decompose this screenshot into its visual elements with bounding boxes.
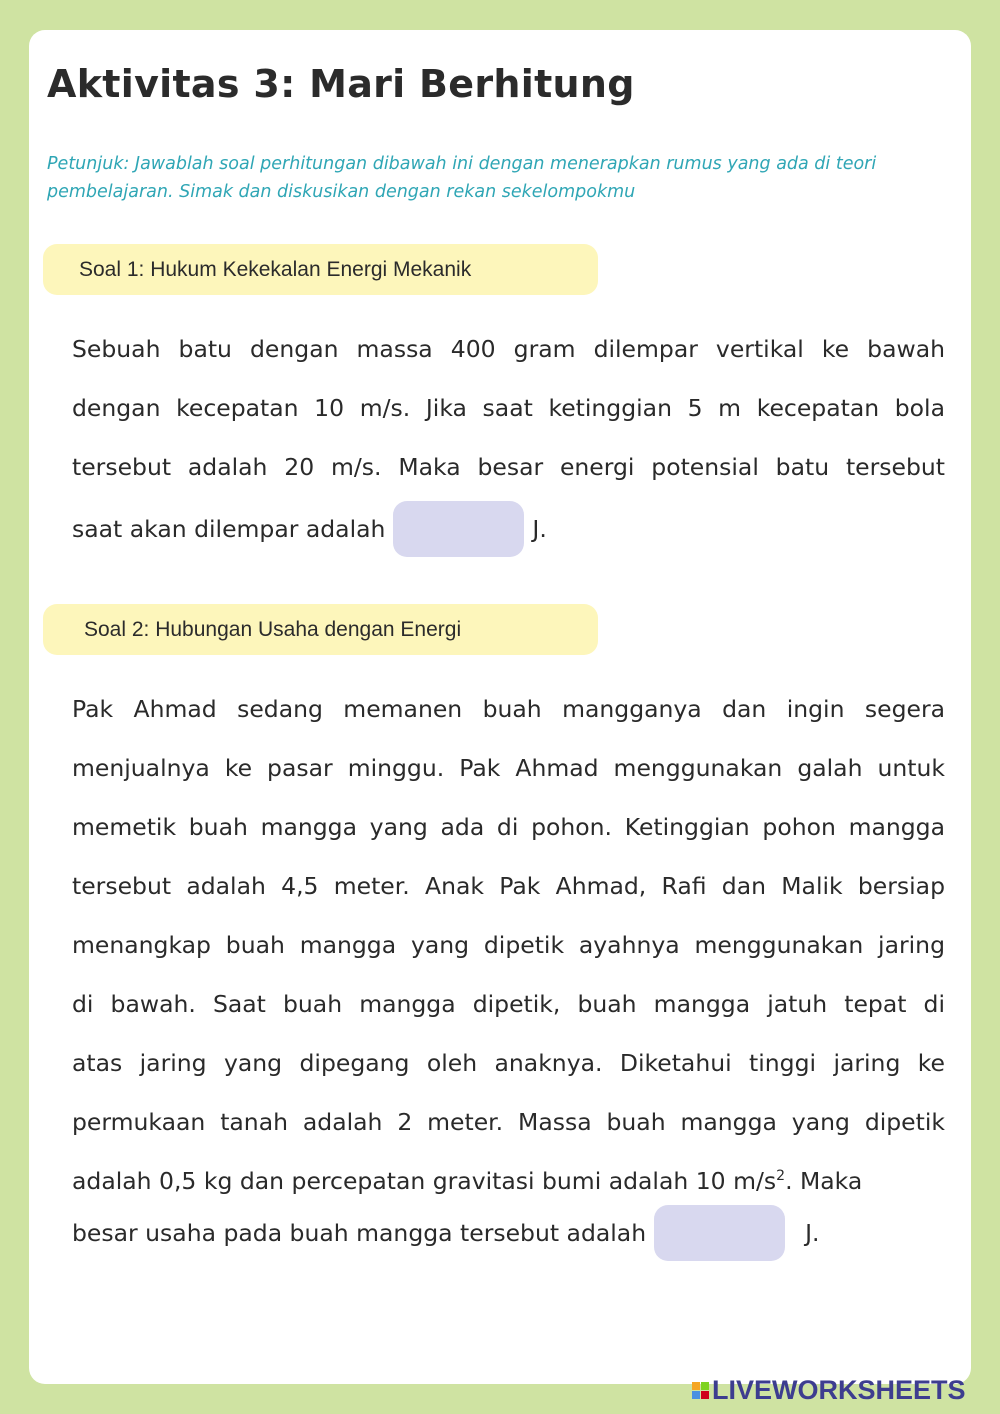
question1-prompt: saat akan dilempar adalah	[72, 515, 386, 543]
question2-line: menangkap buah mangga yang dipetik ayahnya menggunakan jaring	[72, 931, 945, 959]
liveworksheets-logo[interactable]	[692, 1374, 966, 1406]
question1-line: Sebuah batu dengan massa 400 gram dilempar vertikal ke bawah	[72, 335, 945, 363]
question2-gravity-exponent: 2	[776, 1168, 786, 1185]
question1-heading	[43, 244, 598, 295]
question1-heading-label: Soal 1: Hukum Kekekalan Energi Mekanik	[79, 257, 472, 281]
question2-answer-line	[72, 1206, 945, 1260]
instructions-line: pembelajaran. Simak dan diskusikan dengan rekan sekelompokmu	[47, 182, 636, 202]
logo-square	[692, 1382, 700, 1390]
logo-text: LIVEWORKSHEETS	[712, 1374, 966, 1405]
question2-line: memetik buah mangga yang ada di pohon. Ketinggian pohon mangga	[72, 813, 945, 841]
question1-line: tersebut adalah 20 m/s. Maka besar energi potensial batu tersebut	[72, 453, 945, 481]
question2-line: Pak Ahmad sedang memanen buah mangganya dan ingin segera	[72, 695, 945, 723]
question2-line: atas jaring yang dipegang oleh anaknya. Diketahui tinggi jaring ke	[72, 1049, 945, 1077]
question2-answer-input[interactable]	[654, 1205, 785, 1261]
question2-gravity-end: . Maka	[785, 1167, 863, 1195]
logo-square	[692, 1391, 700, 1399]
question1-line: dengan kecepatan 10 m/s. Jika saat ketinggian 5 m kecepatan bola	[72, 394, 945, 422]
question1-answer-input[interactable]	[393, 501, 524, 557]
question2-heading	[43, 604, 598, 655]
question2-line: di bawah. Saat buah mangga dipetik, buah mangga jatuh tepat di	[72, 990, 945, 1018]
question1-unit: J.	[532, 515, 547, 543]
logo-icon	[692, 1382, 709, 1399]
question2-unit: J.	[805, 1219, 820, 1247]
logo-square	[701, 1391, 709, 1399]
page-title: Aktivitas 3: Mari Berhitung	[47, 62, 635, 106]
instructions	[47, 150, 952, 206]
question2-line: permukaan tanah adalah 2 meter. Massa buah mangga yang dipetik	[72, 1108, 945, 1136]
question2-gravity-line	[72, 1166, 945, 1196]
question2-gravity-text-wrap	[72, 1166, 862, 1196]
instructions-line: Petunjuk: Jawablah soal perhitungan dibawah ini dengan menerapkan rumus yang ada di teori	[47, 154, 877, 174]
question2-gravity-text: adalah 0,5 kg dan percepatan gravitasi bumi adalah 10 m/s	[72, 1167, 777, 1195]
question2-line: tersebut adalah 4,5 meter. Anak Pak Ahmad, Rafi dan Malik bersiap	[72, 872, 945, 900]
question1-answer-line	[72, 502, 945, 556]
question2-heading-label: Soal 2: Hubungan Usaha dengan Energi	[84, 617, 462, 641]
question2-line: menjualnya ke pasar minggu. Pak Ahmad menggunakan galah untuk	[72, 754, 945, 782]
logo-square	[701, 1382, 709, 1390]
question2-prompt: besar usaha pada buah mangga tersebut adalah	[72, 1219, 647, 1247]
